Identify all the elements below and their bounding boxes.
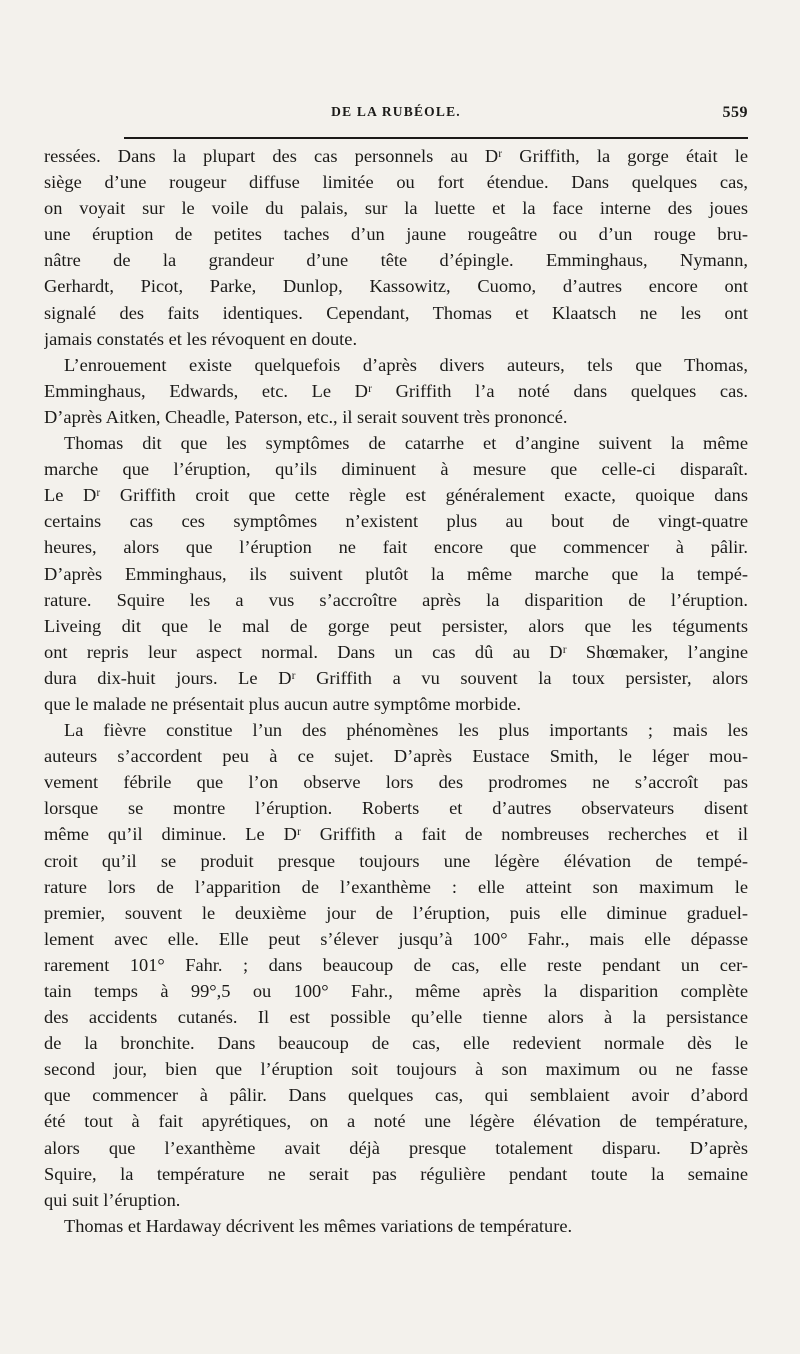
text-line: des accidents cutanés. Il est possible qu’elle tienne alors à la persistance <box>44 1007 748 1028</box>
text-line: lement avec elle. Elle peut s’élever jusqu’à 100° Fahr., mais elle dépasse <box>44 928 748 949</box>
running-title: DE LA RUBÉOLE. <box>331 104 461 119</box>
text-line: que commencer à pâlir. Dans quelques cas, qui semblaient avoir d’abord <box>44 1085 748 1106</box>
page-number: 559 <box>722 104 748 121</box>
text-line: on voyait sur le voile du palais, sur la luette et la face interne des joues <box>44 198 748 219</box>
text-line: certains cas ces symptômes n’existent plus au bout de vingt-quatre <box>44 511 748 532</box>
page-header <box>44 104 748 128</box>
text-line: une éruption de petites taches d’un jaune rougeâtre ou d’un rouge bru- <box>44 224 748 245</box>
text-line: Thomas et Hardaway décrivent les mêmes variations de température. <box>64 1215 573 1236</box>
text-line: heures, alors que l’éruption ne fait encore que commencer à pâlir. <box>44 537 748 558</box>
text-line: Le Dʳ Griffith croit que cette règle est généralement exacte, quoique dans <box>44 485 748 506</box>
text-line: auteurs s’accordent peu à ce sujet. D’après Eustace Smith, le léger mou- <box>44 746 748 767</box>
text-line: rature lors de l’apparition de l’exanthème : elle atteint son maximum le <box>44 876 748 897</box>
text-line: signalé des faits identiques. Cependant, Thomas et Klaatsch ne les ont <box>44 302 748 323</box>
text-line: croit qu’il se produit presque toujours une légère élévation de tempé- <box>44 850 748 871</box>
text-line: été tout à fait apyrétiques, on a noté une légère élévation de température, <box>44 1111 748 1132</box>
text-line: Liveing dit que le mal de gorge peut persister, alors que les téguments <box>44 615 748 636</box>
text-line: lorsque se montre l’éruption. Roberts et d’autres observateurs disent <box>44 798 748 819</box>
text-line: qui suit l’éruption. <box>44 1189 181 1210</box>
text-line: L’enrouement existe quelquefois d’après divers auteurs, tels que Thomas, <box>64 354 748 375</box>
text-line: que le malade ne présentait plus aucun autre symptôme morbide. <box>44 693 521 714</box>
text-line: La fièvre constitue l’un des phénomènes les plus importants ; mais les <box>64 720 748 741</box>
text-line: ont repris leur aspect normal. Dans un cas dû au Dʳ Shœmaker, l’angine <box>44 641 748 662</box>
text-line: Thomas dit que les symptômes de catarrhe et d’angine suivent la même <box>64 433 748 454</box>
text-line: Emminghaus, Edwards, etc. Le Dʳ Griffith l’a noté dans quelques cas. <box>44 380 748 401</box>
text-line: même qu’il diminue. Le Dʳ Griffith a fait de nombreuses recherches et il <box>44 824 748 845</box>
text-line: nâtre de la grandeur d’une tête d’épingle. Emminghaus, Nymann, <box>44 250 748 271</box>
text-line: de la bronchite. Dans beaucoup de cas, elle redevient normale dès le <box>44 1033 748 1054</box>
text-line: siège d’une rougeur diffuse limitée ou fort étendue. Dans quelques cas, <box>44 172 748 193</box>
text-line: ressées. Dans la plupart des cas personnels au Dʳ Griffith, la gorge était le <box>44 146 748 166</box>
text-line: D’après Aitken, Cheadle, Paterson, etc., il serait souvent très prononcé. <box>44 406 568 427</box>
text-line: jamais constatés et les révoquent en doute. <box>44 328 358 349</box>
text-line: premier, souvent le deuxième jour de l’éruption, puis elle diminue graduel- <box>44 902 748 923</box>
body-text <box>44 143 748 1239</box>
text-line: rature. Squire les a vus s’accroître après la disparition de l’éruption. <box>44 589 748 610</box>
text-line: alors que l’exanthème avait déjà presque totalement disparu. D’après <box>44 1137 748 1158</box>
text-line: Gerhardt, Picot, Parke, Dunlop, Kassowitz, Cuomo, d’autres encore ont <box>44 276 748 297</box>
text-line: rarement 101° Fahr. ; dans beaucoup de cas, elle reste pendant un cer- <box>44 954 748 975</box>
text-line: dura dix-huit jours. Le Dʳ Griffith a vu souvent la toux persister, alors <box>44 667 748 688</box>
text-line: tain temps à 99°,5 ou 100° Fahr., même après la disparition complète <box>44 981 748 1001</box>
text-line: Squire, la température ne serait pas régulière pendant toute la semaine <box>44 1163 748 1184</box>
header-rule <box>124 137 748 139</box>
text-line: vement fébrile que l’on observe lors des prodromes ne s’accroît pas <box>44 772 748 793</box>
text-line: D’après Emminghaus, ils suivent plutôt la même marche que la tempé- <box>44 563 748 584</box>
text-line: second jour, bien que l’éruption soit toujours à son maximum ou ne fasse <box>44 1059 748 1080</box>
text-line: marche que l’éruption, qu’ils diminuent à mesure que celle-ci disparaît. <box>44 459 748 480</box>
